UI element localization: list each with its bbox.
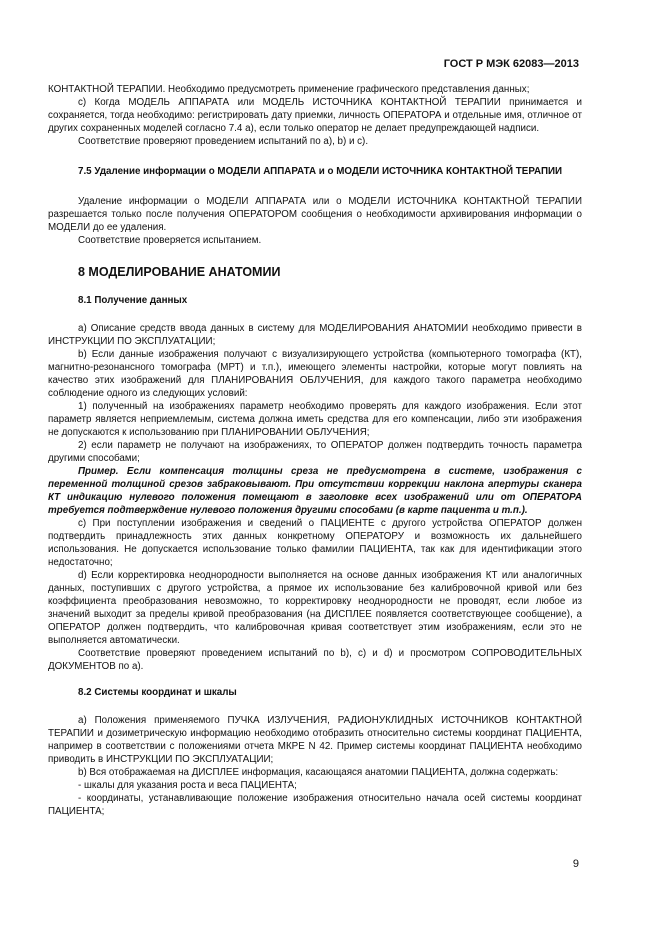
example-paragraph: Пример. Если компенсация толщины среза не предусмотрена в системе, изображения с переменной толщиной срезов забраковывают. При отсутствии коррекции наклона апертуры сканера КТ индикацию нулевого положения помещают в заголовке всех изображений или от ОПЕРАТОРА требуется подтверждение нулевого положения другими способами (в карте пациента и т.п.). (48, 466, 582, 516)
paragraph: а) Описание средств ввода данных в систему для МОДЕЛИРОВАНИЯ АНАТОМИИ необходимо привести в ИНСТРУКЦИИ ПО ЭКСПЛУАТАЦИИ; (48, 323, 582, 347)
paragraph: d) Если корректировка неоднородности выполняется на основе данных изображения КТ или аналогичных данных, поступивших с другого устройства, а прямое их использование без калибровочной кривой или без коэффициента преобразования невозможно, то корректировку неоднородности не проводят, если любое из значений выходит за пределы кривой преобразования (на ДИСПЛЕЕ появляется соответствующее сообщение), а ОПЕРАТОР должен подтвердить, что калибровочная кривая соответствует этим изображениям, если это не выполняется автоматически. (48, 570, 582, 646)
chapter-heading-8: 8 МОДЕЛИРОВАНИЕ АНАТОМИИ (78, 265, 281, 279)
paragraph: b) Если данные изображения получают с визуализирующего устройства (компьютерного томографа (КТ), магнитно-резонансного томографа (МРТ) и т.п.), имеющего элементы настройки, которые могут повлиять на качество этих изображений для ПЛАНИРОВАНИЯ ОБЛУЧЕНИЯ, для каждого такого параметра необходимо соблюдение одного из следующих условий: (48, 349, 582, 399)
paragraph: Соответствие проверяется испытанием. (78, 235, 262, 246)
section-heading-7-5: 7.5 Удаление информации о МОДЕЛИ АППАРАТА и о МОДЕЛИ ИСТОЧНИКА КОНТАКТНОЙ ТЕРАПИИ (78, 166, 563, 177)
paragraph: c) Когда МОДЕЛЬ АППАРАТА или МОДЕЛЬ ИСТОЧНИКА КОНТАКТНОЙ ТЕРАПИИ принимается и сохраняется, тогда необходимо: регистрировать дату приемки, личность ОПЕРАТОРА и отдельные имя, отличное от других сохраненных моделей согласно 7.4 a), если только оператор не делает предупреждающей надписи. (48, 97, 582, 134)
paragraph: 1) полученный на изображениях параметр необходимо проверять для каждого изображения. Если этот параметр является неприемлемым, система должна иметь средства для его компенсации, либо эти изображения не допускаются к использованию при ПЛАНИРОВАНИИ ОБЛУЧЕНИЯ; (48, 401, 582, 438)
page-body (48, 83, 582, 818)
page-number: 9 (572, 858, 579, 870)
paragraph: c) При поступлении изображения и сведений о ПАЦИЕНТЕ с другого устройства ОПЕРАТОР должен подтвердить принадлежность этих данных конкретному ОПЕРАТОРУ и возможность их дальнейшего использования. Не допускается использование только фамилии ПАЦИЕНТА, так как для идентификации этого недостаточно; (48, 518, 582, 568)
list-item: - координаты, устанавливающие положение изображения относительно начала осей системы координат ПАЦИЕНТА; (48, 793, 582, 817)
list-item: - шкалы для указания роста и веса ПАЦИЕНТА; (78, 780, 297, 791)
paragraph: Соответствие проверяют проведением испытаний по b), с) и d) и просмотром СОПРОВОДИТЕЛЬНЫХ ДОКУМЕНТОВ по а). (48, 648, 582, 672)
paragraph: b) Вся отображаемая на ДИСПЛЕЕ информация, касающаяся анатомии ПАЦИЕНТА, должна содержать: (78, 767, 559, 778)
document-header: ГОСТ Р МЭК 62083—2013 (443, 58, 579, 70)
section-heading-8-1: 8.1 Получение данных (78, 295, 188, 306)
paragraph: КОНТАКТНОЙ ТЕРАПИИ. Необходимо предусмотреть применение графического представления данных; (48, 84, 530, 95)
paragraph: а) Положения применяемого ПУЧКА ИЗЛУЧЕНИЯ, РАДИОНУКЛИДНЫХ ИСТОЧНИКОВ КОНТАКТНОЙ ТЕРАПИИ и дозиметрическую информацию необходимо отобразить относительно системы координат ПАЦИЕНТА, например в соответствии с положениями отчета МКРЕ N 42. Пример системы координат ПАЦИЕНТА необходимо приводить в ИНСТРУКЦИИ ПО ЭКСПЛУАТАЦИИ; (48, 715, 582, 765)
section-heading-8-2: 8.2 Системы координат и шкалы (78, 687, 237, 698)
paragraph: Соответствие проверяют проведением испытаний по а), b) и с). (78, 136, 369, 147)
paragraph: Удаление информации о МОДЕЛИ АППАРАТА или о МОДЕЛИ ИСТОЧНИКА КОНТАКТНОЙ ТЕРАПИИ разрешается только после получения ОПЕРАТОРОМ сообщения о необходимости архивирования информации о МОДЕЛИ до ее удаления. (48, 196, 582, 233)
paragraph: 2) если параметр не получают на изображениях, то ОПЕРАТОР должен подтвердить точность параметра другими способами; (48, 440, 582, 464)
